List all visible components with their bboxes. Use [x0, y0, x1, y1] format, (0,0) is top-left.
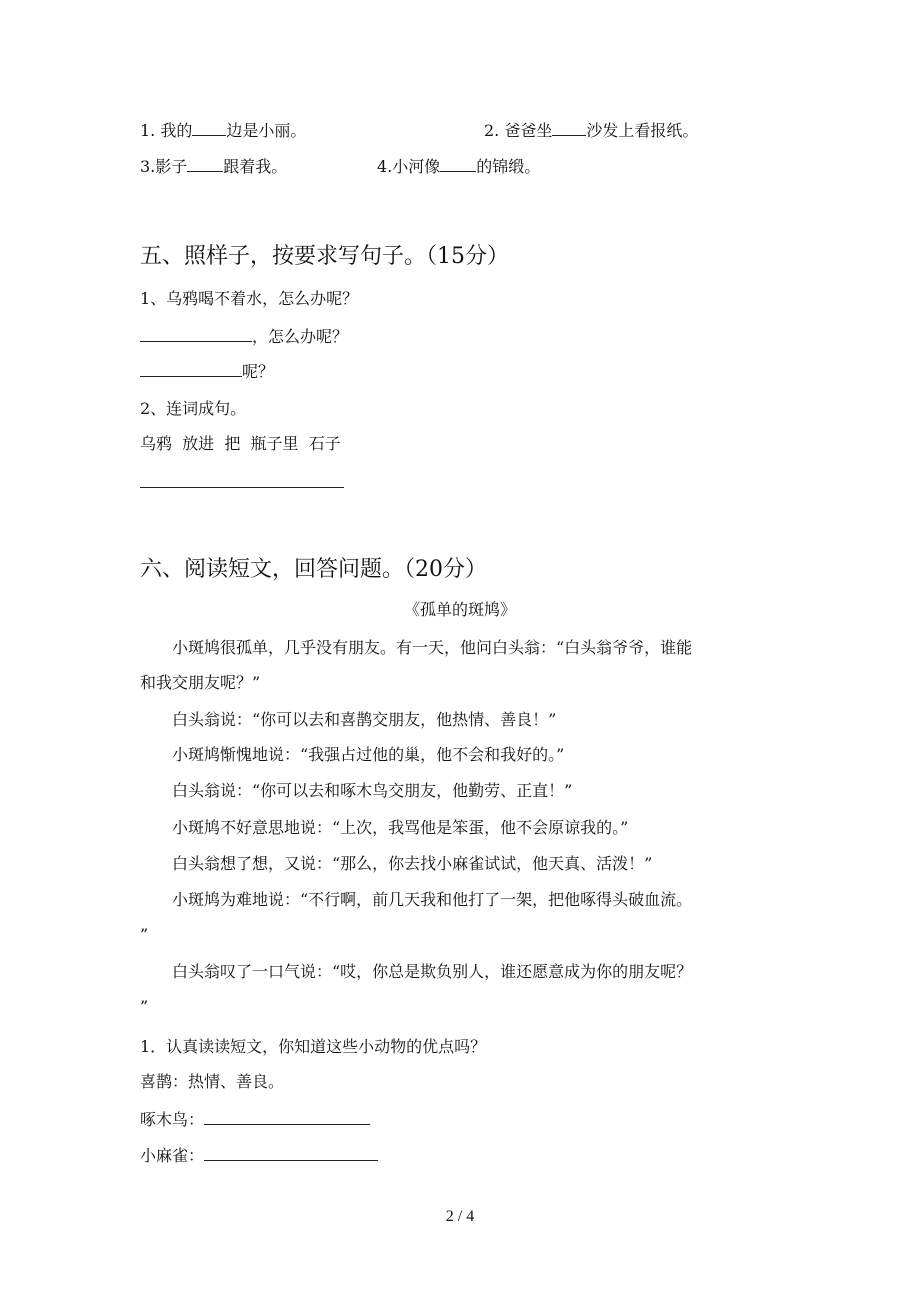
item-4-post: 的锦缎。	[476, 157, 541, 176]
item-2-post: 沙发上看报纸。	[586, 121, 699, 140]
section6-a1: 喜鹊：热情、善良。	[140, 1072, 285, 1091]
item-4	[377, 155, 540, 178]
item-1-pre: 1. 我的	[140, 121, 193, 140]
answer-1-suffix: ，怎么办呢？	[252, 327, 349, 346]
story-paragraph-1b: 和我交朋友呢？”	[140, 673, 261, 692]
section6-heading: 六、阅读短文，回答问题。（20分）	[140, 557, 487, 582]
section6-a3	[140, 1144, 378, 1167]
section5-q2: 2、连词成句。	[140, 399, 247, 418]
story-paragraph-2: 白头翁说：“你可以去和喜鹊交朋友，他热情、善良！”	[172, 710, 557, 729]
section6-a2	[140, 1108, 370, 1131]
item-3	[140, 155, 287, 178]
item-2	[484, 119, 698, 142]
story-title: 《孤单的斑鸠》	[403, 600, 516, 619]
story-paragraph-6: 白头翁想了想，又说：“那么，你去找小麻雀试试，他天真、活泼！”	[172, 854, 653, 873]
item-1-post: 边是小丽。	[226, 121, 307, 140]
answer-blank-1[interactable]	[140, 325, 252, 342]
answer-2-suffix: 呢？	[242, 362, 275, 381]
item-3-pre: 3.影子	[140, 157, 188, 176]
item-1-blank[interactable]	[192, 119, 226, 136]
story-paragraph-5: 小斑鸠不好意思地说：“上次，我骂他是笨蛋，他不会原谅我的。”	[172, 818, 629, 837]
section5-q1: 1、乌鸦喝不着水，怎么办呢？	[140, 289, 359, 308]
story-paragraph-3: 小斑鸠惭愧地说：“我强占过他的巢，他不会和我好的。”	[172, 745, 565, 764]
woodpecker-blank[interactable]	[204, 1108, 370, 1125]
item-2-blank[interactable]	[552, 119, 586, 136]
section5-heading: 五、照样子，按要求写句子。（15分）	[140, 244, 509, 269]
item-2-pre: 2. 爸爸坐	[484, 121, 553, 140]
story-paragraph-8a: 白头翁叹了一口气说：“哎，你总是欺负别人，谁还愿意成为你的朋友呢？	[172, 962, 693, 981]
woodpecker-label: 啄木鸟：	[140, 1110, 205, 1129]
item-4-blank[interactable]	[440, 155, 476, 172]
section5-q1-answer-2	[140, 360, 274, 383]
section6-q1: 1．认真读读短文，你知道这些小动物的优点吗？	[140, 1037, 487, 1056]
section5-q1-answer-1	[140, 325, 348, 348]
item-4-pre: 4.小河像	[377, 157, 441, 176]
answer-blank-2[interactable]	[140, 360, 242, 377]
story-paragraph-4: 白头翁说：“你可以去和啄木鸟交朋友，他勤劳、正直！”	[172, 781, 573, 800]
sentence-answer-line[interactable]	[140, 487, 344, 488]
item-3-post: 跟着我。	[223, 157, 288, 176]
story-paragraph-8b: ”	[140, 997, 149, 1016]
sparrow-blank[interactable]	[204, 1144, 378, 1161]
sparrow-label: 小麻雀：	[140, 1146, 205, 1165]
page-number: 2 / 4	[445, 1208, 475, 1225]
story-paragraph-7b: ”	[140, 925, 149, 944]
story-paragraph-7a: 小斑鸠为难地说：“不行啊，前几天我和他打了一架，把他啄得头破血流。	[172, 890, 693, 909]
story-paragraph-1a: 小斑鸠很孤单，几乎没有朋友。有一天，他问白头翁：“白头翁爷爷，谁能	[172, 638, 693, 657]
section5-words: 乌鸦 放进 把 瓶子里 石子	[140, 434, 341, 453]
item-1	[140, 119, 306, 142]
item-3-blank[interactable]	[187, 155, 223, 172]
